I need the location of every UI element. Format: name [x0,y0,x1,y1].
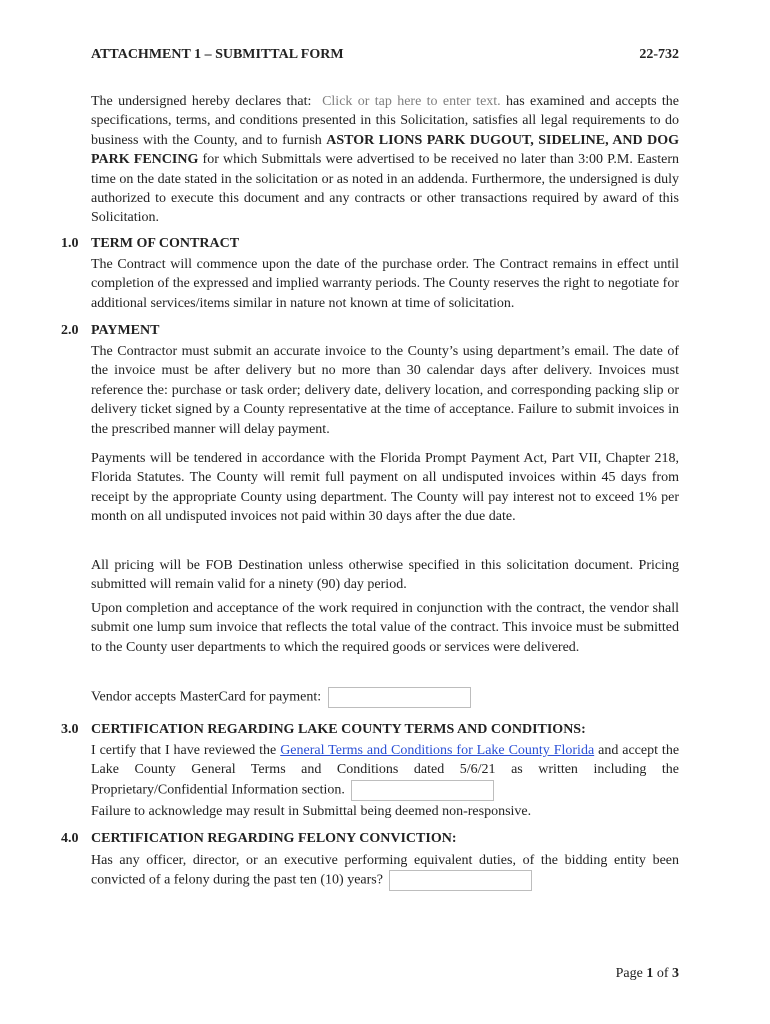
header-title: ATTACHMENT 1 – SUBMITTAL FORM [91,47,344,62]
page-current: 1 [646,966,654,981]
section-1-paragraph: The Contract will commence upon the date of the purchase order. The Contract remains in effect until completion of the expressed and implied warranty periods. The County reserves the right to negotiate for additional services/items similar in nature not known at time of solicitation. [91,257,679,311]
section-2-paragraph-2: Payments will be tendered in accordance with the Florida Prompt Payment Act, Part VII, Chapter 218, Florida Statutes. The County will remit full payment on all undisputed invoices within 45 days from receipt by the appropriate County using department. The County will pay interest not to exceed 1% per month on all undisputed invoices not paid within 30 days after the due date. [91,451,679,525]
name-placeholder-field[interactable]: Click or tap here to enter text. [322,94,501,109]
intro-text-b: for which Submittals were advertised to be received no later than 3:00 P.M. Eastern time on the date stated in the solicitation or as noted in an addenda. Furthermore, the undersigned is duly authorized to execute this document and any contracts or other transactions required by award of this Solicitation. [91,152,680,226]
section-1-number: 1.0 [61,236,79,251]
project-name: ASTOR LIONS PARK DUGOUT, SIDELINE, AND DOG PARK FENCING [91,132,680,168]
mastercard-row [91,687,679,708]
intro-paragraph [91,92,679,228]
section-4-title: CERTIFICATION REGARDING FELONY CONVICTION: [91,831,457,846]
felony-answer-input[interactable] [389,870,532,891]
section-2-title: PAYMENT [91,323,160,338]
intro-text-a: has examined and accepts the specifications, terms, and conditions presented in this Solicitation, satisfies all legal requirements to do business with the County, and to furnish [91,94,679,148]
of-word: of [656,966,669,981]
header-number: 22-732 [639,47,679,62]
section-4-paragraph [91,851,679,891]
page-word: Page [615,966,643,981]
section-2-paragraph-1: The Contractor must submit an accurate invoice to the County’s using department’s email. The date of the invoice must be after delivery but no more than 30 calendar days after delivery. Invoices must reference the: purchase or task order; delivery date, delivery location, and corresponding packing slip or delivery ticket signed by a County representative at the time of acceptance. Failure to submit invoices in the prescribed manner will delay payment. [91,344,679,437]
page-total: 3 [672,966,679,981]
mastercard-label: Vendor accepts MasterCard for payment: [91,689,322,705]
intro-lead: The undersigned hereby declares that: [91,94,312,109]
section-3-text-b: and accept the Lake County General Terms and Conditions dated 5/6/21 as written including the Proprietary/Confidential Information section. [91,743,680,798]
terms-conditions-link[interactable]: General Terms and Conditions for Lake County Florida [280,743,595,758]
section-4-number: 4.0 [61,831,79,846]
page-number [616,966,679,982]
section-3-title: CERTIFICATION REGARDING LAKE COUNTY TERMS AND CONDITIONS: [91,722,586,737]
page-header [91,47,679,63]
section-2-paragraph-3: All pricing will be FOB Destination unless otherwise specified in this solicitation document. Pricing submitted will remain valid for a ninety (90) day period. [91,558,679,593]
section-4-text: Has any officer, director, or an executive performing equivalent duties, of the bidding entity been convicted of a felony during the past ten (10) years? [91,853,679,889]
section-2-number: 2.0 [61,323,79,338]
section-3-text-a: I certify that I have reviewed the [91,743,277,758]
section-2-paragraph-4: Upon completion and acceptance of the work required in conjunction with the contract, the vendor shall submit one lump sum invoice that reflects the total value of the contract. This invoice must be submitted to the County user departments to which the required goods or services were delivered. [91,601,679,655]
section-3-number: 3.0 [61,722,79,737]
section-3-note: Failure to acknowledge may result in Submittal being deemed non-responsive. [91,804,532,819]
terms-acknowledge-input[interactable] [351,780,494,801]
section-3-paragraph [91,741,679,801]
mastercard-input[interactable] [328,687,471,708]
section-1-title: TERM OF CONTRACT [91,236,240,251]
